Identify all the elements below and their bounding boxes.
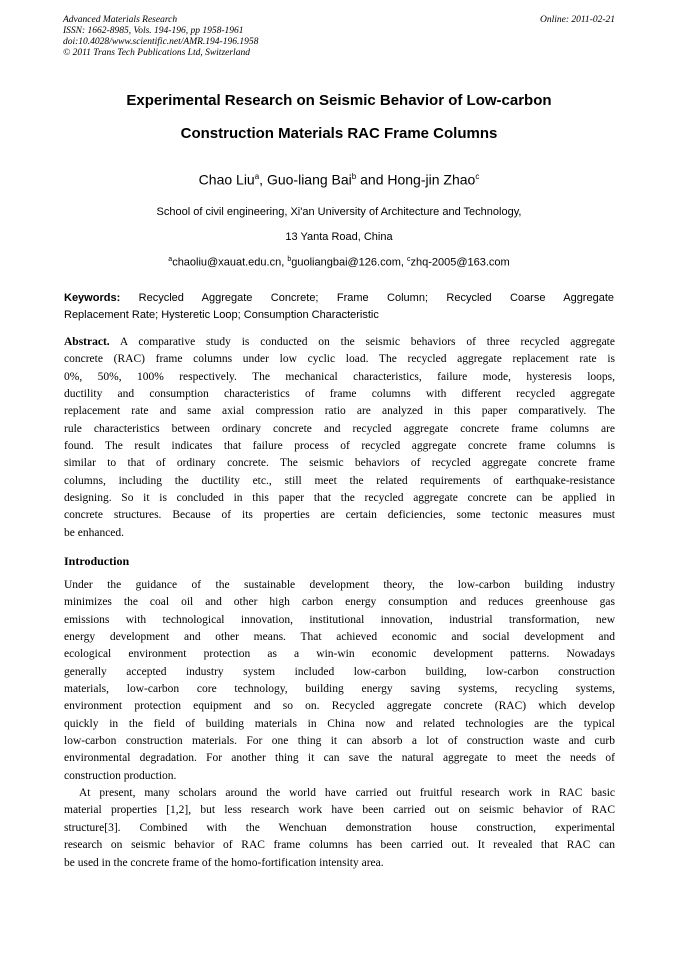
intro-line: energy development and other means. That achieved economic and social development and	[64, 631, 615, 644]
email-link[interactable]: chaoliu@xauat.edu.cn,	[172, 256, 288, 269]
intro-line: quickly in the field of building materials in China now and related technologies are the typical	[64, 717, 615, 730]
abstract-line: ductility and consumption characteristics of frame columns with different recycled aggregate	[64, 388, 615, 401]
section-heading-introduction: Introduction	[64, 554, 130, 568]
email-sup: b	[287, 256, 292, 263]
abstract-line: found. The result indicates that failure process of recycled aggregate concrete frame columns is	[64, 440, 615, 453]
intro-line: environment protection equipment and so on. Recycled aggregate concrete (RAC) which develop	[64, 700, 615, 713]
author-emails	[40, 253, 638, 270]
keywords-label: Keywords:	[64, 292, 121, 304]
intro-line: structure[3]. Combined with the Wenchuan demonstration house construction, experimental	[64, 821, 615, 834]
intro-line: materials, low-carbon core technology, building energy saving systems, recycling systems,	[64, 683, 615, 696]
author-name: Hong-jin Zhao	[387, 171, 476, 188]
introduction-body	[64, 577, 615, 872]
intro-line: material properties [1,2], but less research work have been carried out on seismic behavior of RAC	[64, 804, 615, 817]
keywords-line: Recycled Aggregate Concrete; Frame Column; Recycled Coarse Aggregate	[138, 292, 614, 304]
author-sup: a	[254, 172, 260, 181]
abstract-line: rule characteristics between ordinary concrete and recycled aggregate concrete frame columns are	[64, 422, 615, 435]
author-name: Chao Liu	[198, 171, 255, 188]
paper-title-line-2: Construction Materials RAC Frame Columns	[180, 125, 498, 142]
intro-line: low-carbon construction materials. For one thing it can absorb a lot of construction waste and curb	[64, 735, 615, 748]
author-sep: and	[356, 171, 388, 188]
email-sup: c	[406, 256, 411, 263]
abstract-label: Abstract.	[64, 336, 110, 348]
abstract-block	[64, 334, 615, 542]
online-date: Online: 2011-02-21	[539, 15, 615, 25]
paper-title-line-1: Experimental Research on Seismic Behavior of Low-carbon	[126, 92, 552, 109]
author-sep: ,	[259, 171, 267, 188]
affiliation-line-2: 13 Yanta Road, China	[285, 231, 393, 243]
issn-line: ISSN: 1662-8985, Vols. 194-196, pp 1958-1961	[63, 26, 244, 36]
abstract-line: concrete structures. Because of its properties are certain deficiencies, some tectonic measures must	[64, 509, 615, 522]
affiliation-line-1: School of civil engineering, Xi'an University of Architecture and Technology,	[156, 206, 522, 218]
author-sup: c	[475, 172, 480, 181]
intro-line: construction production.	[64, 769, 177, 782]
email-link[interactable]: zhq-2005@163.com	[410, 256, 510, 269]
intro-line: be used in the concrete frame of the homo-fortification intensity area.	[64, 856, 384, 869]
copyright-line: © 2011 Trans Tech Publications Ltd, Switzerland	[63, 48, 250, 58]
abstract-line: A comparative study is conducted on the seismic behaviors of three recycled aggregate	[119, 336, 615, 348]
email-link[interactable]: guoliangbai@126.com,	[291, 256, 407, 269]
intro-line: research on seismic behavior of RAC frame columns has been carried out. It revealed that RAC can	[64, 839, 615, 852]
author-name: Guo-liang Bai	[266, 171, 352, 188]
intro-line: ecological environment protection as a win-win economic development patterns. Nowadays	[64, 648, 615, 661]
abstract-line: columns, including the ductility etc., still meet the related requirements of earthquake-resistance	[64, 474, 615, 487]
intro-line: At present, many scholars around the world have carried out fruitful research work in RAC basic	[79, 787, 615, 800]
keywords-block	[64, 290, 614, 324]
author-list	[40, 168, 638, 189]
abstract-line: concrete (RAC) frame columns under low cyclic load. The recycled aggregate replacement rate is	[64, 353, 615, 366]
abstract-line: 0%, 50%, 100% respectively. The mechanical characteristics, failure mode, hysteresis loops,	[64, 370, 615, 383]
abstract-line: designing. So it is concluded in this paper that the recycled aggregate concrete can be applied in	[64, 492, 615, 505]
intro-line: minimizes the coal oil and other high carbon energy consumption and reduces greenhouse gas	[64, 596, 615, 609]
abstract-line: similar to that of ordinary concrete. The seismic behaviors of recycled aggregate concrete frame	[64, 457, 615, 470]
intro-line: Under the guidance of the sustainable development theory, the low-carbon building industry	[64, 579, 615, 591]
abstract-line: be enhanced.	[64, 526, 125, 539]
abstract-line: replacement rate and same axial compression ratio are analyzed in this paper comparatively. The	[64, 405, 615, 418]
author-sup: b	[351, 172, 357, 181]
doi-line: doi:10.4028/www.scientific.net/AMR.194-196.1958	[63, 37, 259, 47]
intro-line: emissions with technological innovation, institutional innovation, industrial transformation, new	[64, 613, 615, 626]
keywords-line: Replacement Rate; Hysteretic Loop; Consumption Characteristic	[64, 309, 379, 321]
journal-header	[63, 15, 615, 59]
journal-name: Advanced Materials Research	[63, 15, 178, 25]
email-sup: a	[168, 256, 173, 263]
intro-line: environmental degradation. For another thing it can save the natural aggregate to meet the needs of	[64, 752, 615, 765]
intro-line: generally accepted industry system included low-carbon building, low-carbon construction	[64, 665, 615, 678]
